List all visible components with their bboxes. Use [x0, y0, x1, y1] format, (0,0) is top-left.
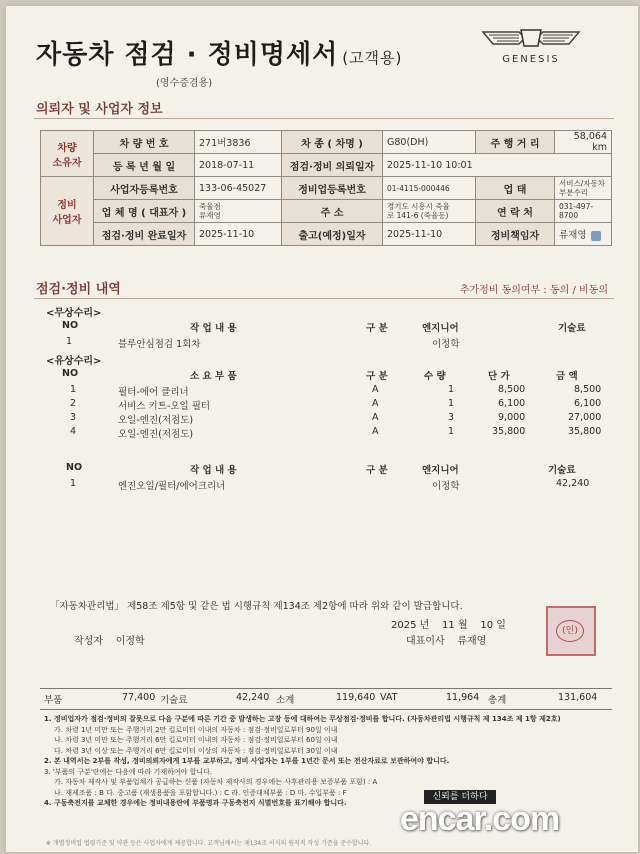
done-date-label: 점검·정비 완료일자 [94, 223, 195, 246]
info-section-title: 의뢰자 및 사업자 정보 [36, 102, 163, 117]
note-line: 2. 본 내역서는 2부를 작성, 정비의뢰자에게 1부를 교부하고, 정비 사업자는 1부를 1년간 문서 또는 전산자료로 보관하여야 합니다. [44, 757, 450, 765]
receipt-note: (영수증겸용) [156, 78, 213, 89]
footer-note: ※ 개별정비업 법령기준 및 약관 등은 사업자에게 제공합니다. 고객님께서는 제134조 서식의 원칙적 작성 기준을 준수합니다. [46, 840, 372, 847]
brand-name: GENESIS [502, 54, 560, 65]
note-line: 나. 차령 3년 미만 또는 주행거리 6만 킬로미터 이내의 자동차 : 점검·정비일로부터 60일 이내 [54, 736, 338, 744]
genesis-logo [476, 26, 586, 86]
done-date-value: 2025-11-10 [195, 223, 282, 246]
note-line: 4. 구동축전지를 교체한 경우에는 정비내용란에 부품명과 구동축전지 식별번호를 표기해야 합니다. [44, 799, 347, 807]
free-header-row: NO 작 업 내 용 구 분 엔지니어 기술료 [62, 320, 586, 334]
mileage-value: 58,064 km [555, 131, 612, 154]
document-page [6, 6, 638, 852]
title-text: 자동차 점검 · 정비명세서 [36, 40, 339, 70]
bizno-value: 133-06-45027 [195, 177, 282, 200]
subtotal-value: 119,640 [336, 692, 376, 703]
free-repair-title: <무상수리> [46, 308, 102, 319]
paid-repair-title: <유상수리> [46, 356, 102, 367]
consent-note: 추가정비 동의여부 : 동의 / 비동의 [459, 285, 608, 296]
wing-icon [481, 26, 581, 52]
reg-value: 2018-07-11 [195, 154, 282, 177]
parts-row: 3 오일-엔진(저점도) A 3 9,000 27,000 [70, 412, 602, 426]
manager-label: 정비책임자 [476, 223, 555, 246]
note-line: 1. 정비업자가 점검·정비의 잘못으로 다음 구분에 따른 기간 중 발생하는 고장 등에 대하여는 무상점검·정비를 합니다. (자동차관리법 시행규칙 제 134조 제 1항 제2호) [44, 715, 561, 723]
subtotal-label: 소계 [276, 695, 295, 706]
stamp-icon [591, 231, 601, 241]
company-label: 업 체 명 ( 대표자 ) [94, 200, 195, 223]
mileage-label: 주 행 거 리 [476, 131, 555, 154]
document-title [36, 34, 402, 71]
vat-value: 11,964 [446, 692, 480, 703]
release-date-label: 출고(예정)일자 [282, 223, 383, 246]
address-label: 주 소 [282, 200, 383, 223]
model-value: G80(DH) [383, 131, 476, 154]
parts-row: 1 필터-에어 클리너 A 1 8,500 8,500 [70, 384, 602, 398]
encar-watermark: encar.com [400, 800, 560, 838]
representative: 대표이사 류재영 [406, 636, 487, 647]
company-seal [546, 606, 596, 656]
parts-total-value: 77,400 [122, 692, 156, 703]
contact-label: 연 락 처 [476, 200, 555, 223]
parts-total-label: 부품 [44, 695, 63, 706]
note-line: 다. 차령 3년 이상 또는 주행거리 6만 킬로미터 이상의 자동차 : 점검·정비일로부터 30일 이내 [54, 746, 338, 755]
company-value: 죽율점 류재영 [195, 200, 282, 223]
request-label: 점검·정비 의뢰일자 [282, 154, 383, 177]
notes [44, 714, 616, 809]
address-value: 경기도 시흥시 죽율 로 141-6 (죽율동) [383, 200, 476, 223]
parts-header-row: NO 소 요 부 품 구 분 수 량 단 가 금 액 [62, 368, 578, 382]
plate-label: 차 량 번 호 [94, 131, 195, 154]
grand-total-label: 총계 [488, 695, 507, 706]
request-value: 2025-11-10 10:01 [383, 154, 612, 177]
divider [34, 298, 614, 299]
group-biz: 정비 사업자 [41, 177, 94, 246]
parts-row: 2 서비스 키트-오일 필터 A 1 6,100 6,100 [70, 398, 602, 412]
declaration-text: 「자동차관리법」 제58조 제5항 및 같은 법 시행규칙 제134조 제2항에 따라 위와 같이 발급합니다. [50, 601, 463, 612]
biztype-value: 서비스/자동차부분수리 [555, 177, 612, 200]
labor-header-row: NO 작 업 내 용 구 분 엔지니어 기술료 [66, 462, 576, 476]
note-line: 가. 차령 1년 미만 또는 주행거리 2만 킬로미터 이내의 자동차 : 점검·정비일로부터 90일 이내 [54, 725, 338, 734]
labor-row: 1 엔진오일/필터/에어크리너 이정학 42,240 [70, 478, 590, 492]
repairno-label: 정비업등록번호 [282, 177, 383, 200]
reg-label: 등 록 년 월 일 [94, 154, 195, 177]
info-table [40, 130, 612, 246]
bizno-label: 사업자등록번호 [94, 177, 195, 200]
plate-value: 271버3836 [195, 131, 282, 154]
note-line: 가. 자동차 제작사 및 부품업체가 공급하는 신품 (자동차 제작사의 경우에는 사후관리용 보증부품 포함) : A [54, 778, 378, 786]
totals-row [40, 692, 612, 708]
work-section-title: 점검·정비 내역 [36, 282, 121, 297]
grand-total-value: 131,604 [558, 692, 598, 703]
parts-row: 4 오일-엔진(저점도) A 1 35,800 35,800 [70, 426, 602, 440]
release-date-value: 2025-11-10 [383, 223, 476, 246]
note-line: 3. '부품의 구분'란에는 다음에 따라 기재하여야 합니다. [44, 767, 213, 776]
model-label: 차 종 ( 차명 ) [282, 131, 383, 154]
vat-label: VAT [380, 692, 398, 703]
title-sub: (고객용) [342, 49, 403, 67]
free-row: 1 블루안심점검 1회차 이정학 [66, 336, 460, 350]
divider [34, 118, 614, 119]
divider [40, 709, 612, 710]
watermark-tagline: 신뢰를 더하다 [424, 790, 496, 804]
group-owner: 차량 소유자 [41, 131, 94, 177]
manager-value: 류재영 [555, 223, 612, 246]
writer: 작성자 이정학 [74, 636, 145, 647]
seal-mark: (인) [556, 620, 584, 642]
tech-total-value: 42,240 [236, 692, 270, 703]
contact-value: 031-497-8700 [555, 200, 612, 223]
repairno-value: 01-4115-000446 [383, 177, 476, 200]
tech-total-label: 기술료 [160, 695, 188, 706]
note-line: 나. 재제조품 : B 다. 중고품 (재생용품을 포함합니다.) : C 라. 인증대체부품 : D 마. 수입부품 : F [54, 788, 347, 797]
divider [40, 688, 612, 689]
issue-date: 2025 년 11 월 10 일 [391, 620, 506, 631]
biztype-label: 업 태 [476, 177, 555, 200]
